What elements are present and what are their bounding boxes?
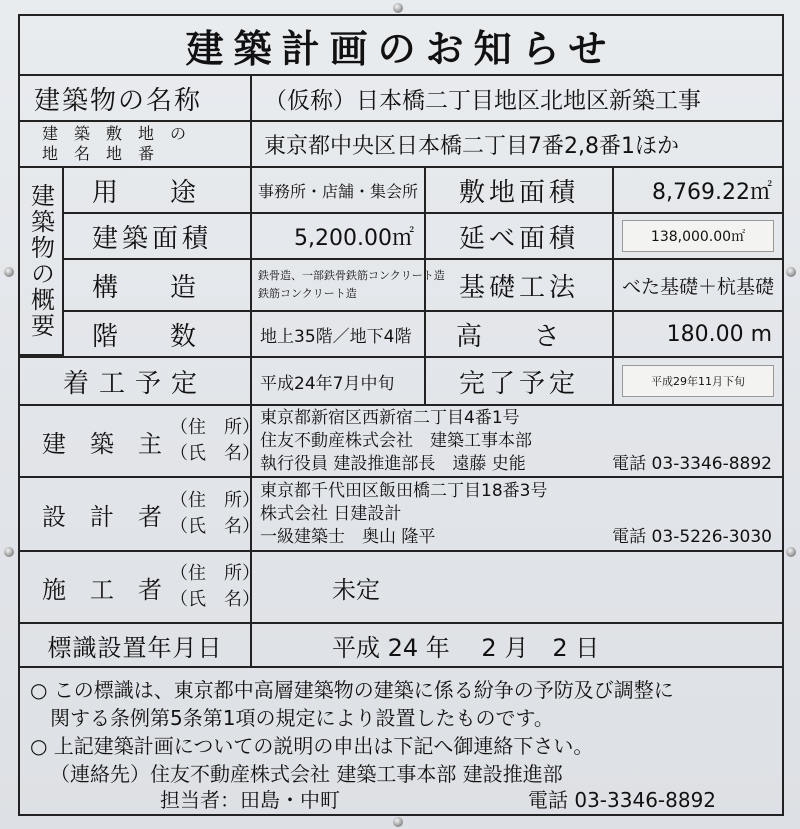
note-1-line2: 関する条例第5条第1項の規定により設置したものです。 (30, 706, 554, 730)
sign-title (18, 14, 784, 76)
designer-phone: 電話 03-5226-3030 (612, 526, 772, 547)
name-label-cell (18, 74, 252, 122)
constructor-value-cell (250, 550, 784, 624)
overview-label: 建築物の概要 (26, 183, 55, 339)
owner-representative: 執行役員 建設推進部長 遠藤 史能 (260, 453, 526, 474)
start-value-cell (250, 356, 426, 406)
screw-icon (393, 3, 403, 13)
screw-icon (786, 267, 796, 277)
height-value: 180.00 m (666, 321, 772, 347)
start-label: 着工予定 (62, 368, 207, 399)
structure-value-line1: 鉄骨造、一部鉄骨鉄筋コンクリート造 (258, 269, 445, 282)
title-text: 建築計画のお知らせ (185, 26, 617, 71)
structure-value-cell (250, 258, 445, 312)
use-value-cell (250, 166, 426, 214)
use-label-cell (62, 166, 252, 214)
height-label-cell (424, 310, 614, 358)
site-label-cell (18, 120, 252, 168)
screw-icon (4, 547, 14, 557)
note-2-person: 担当者：田島・中町 (160, 788, 340, 812)
floor-area-plate (622, 220, 774, 252)
building-area-value-cell (250, 212, 426, 260)
use-label: 用 途 (92, 177, 197, 208)
overview-label-cell (18, 166, 64, 356)
designer-address: 東京都千代田区飯田橋二丁目18番3号 (260, 480, 548, 501)
note-2-line1: ○ 上記建築計画についての説明の申出は下記へ御連絡下さい。 (30, 734, 594, 758)
owner-address-label: （住 所） (170, 417, 260, 438)
constructor-name-label: （氏 名） (170, 589, 260, 610)
posted-label: 標識設置年月日 (47, 633, 223, 662)
floors-label-cell (62, 310, 252, 358)
end-value: 平成29年11月下旬 (651, 375, 745, 388)
owner-label: 建 築 主 (42, 429, 162, 458)
height-value-cell (612, 310, 784, 358)
owner-company: 住友不動産株式会社 建築工事本部 (260, 430, 532, 451)
structure-label-cell (62, 258, 252, 312)
floors-value: 地上35階／地下4階 (260, 326, 412, 347)
foundation-label: 基礎工法 (458, 272, 579, 303)
foundation-label-cell (424, 258, 614, 312)
constructor-address-label: （住 所） (170, 563, 260, 584)
use-value: 事務所・店舗・集会所 (258, 181, 419, 201)
designer-label-cell (18, 476, 260, 552)
site-label-line1: 建 築 敷 地 の (42, 124, 187, 143)
start-label-cell (18, 356, 252, 406)
structure-label: 構 造 (92, 272, 197, 303)
owner-address: 東京都新宿区西新宿二丁目4番1号 (260, 407, 520, 428)
site-area-label: 敷地面積 (458, 177, 579, 208)
designer-value-cell (250, 476, 784, 552)
designer-company: 株式会社 日建設計 (260, 503, 402, 524)
site-value-cell (250, 120, 784, 168)
site-area-value-cell (612, 166, 784, 214)
owner-label-cell (18, 404, 260, 478)
site-value: 東京都中央区日本橋二丁目7番2,8番1ほか (264, 133, 679, 159)
posted-value-cell (250, 622, 784, 668)
note-2-contact: （連絡先）住友不動産株式会社 建築工事本部 建設推進部 (50, 762, 563, 786)
owner-value-cell (250, 404, 784, 478)
site-label-line2: 地 名 地 番 (42, 144, 155, 163)
height-label: 高 さ (456, 321, 561, 352)
posted-value: 平成 24 年 2 月 2 日 (332, 633, 600, 662)
floor-area-value-cell (612, 212, 784, 260)
floors-value-cell (250, 310, 426, 358)
screw-icon (393, 817, 403, 827)
start-value: 平成24年7月中旬 (260, 373, 395, 394)
building-area-label: 建築面積 (92, 223, 213, 254)
posted-label-cell (18, 622, 252, 668)
constructor-value: 未定 (332, 575, 380, 604)
floor-area-label: 延べ面積 (458, 223, 579, 254)
designer-name-label: （氏 名） (170, 516, 260, 537)
end-value-plate (622, 365, 774, 397)
building-area-label-cell (62, 212, 252, 260)
designer-architect: 一級建築士 奥山 隆平 (260, 526, 436, 547)
screw-icon (4, 267, 14, 277)
name-value: （仮称）日本橋二丁目地区北地区新築工事 (264, 87, 701, 114)
end-value-cell (612, 356, 784, 406)
name-value-cell (250, 74, 784, 122)
floors-label: 階 数 (92, 321, 197, 352)
foundation-value-cell (612, 258, 784, 312)
floor-area-label-cell (424, 212, 614, 260)
foundation-value: べた基礎＋杭基礎 (621, 275, 774, 298)
name-label: 建築物の名称 (34, 85, 203, 116)
owner-phone: 電話 03-3346-8892 (612, 453, 772, 474)
end-label: 完了予定 (458, 368, 579, 399)
constructor-label-cell (18, 550, 260, 624)
designer-address-label: （住 所） (170, 490, 260, 511)
designer-label: 設 計 者 (42, 502, 162, 531)
owner-name-label: （氏 名） (170, 443, 260, 464)
note-1-line1: ○ この標識は、東京都中高層建築物の建築に係る紛争の予防及び調整に (30, 678, 674, 702)
site-area-value: 8,769.22㎡ (652, 179, 772, 205)
note-2-phone: 電話 03-3346-8892 (528, 788, 717, 812)
floor-area-value: 138,000.00㎡ (650, 229, 746, 245)
constructor-label: 施 工 者 (42, 575, 162, 604)
structure-value-line2: 鉄筋コンクリート造 (258, 287, 357, 300)
screw-icon (786, 547, 796, 557)
end-label-cell (424, 356, 614, 406)
building-area-value: 5,200.00㎡ (294, 225, 414, 251)
site-area-label-cell (424, 166, 614, 214)
